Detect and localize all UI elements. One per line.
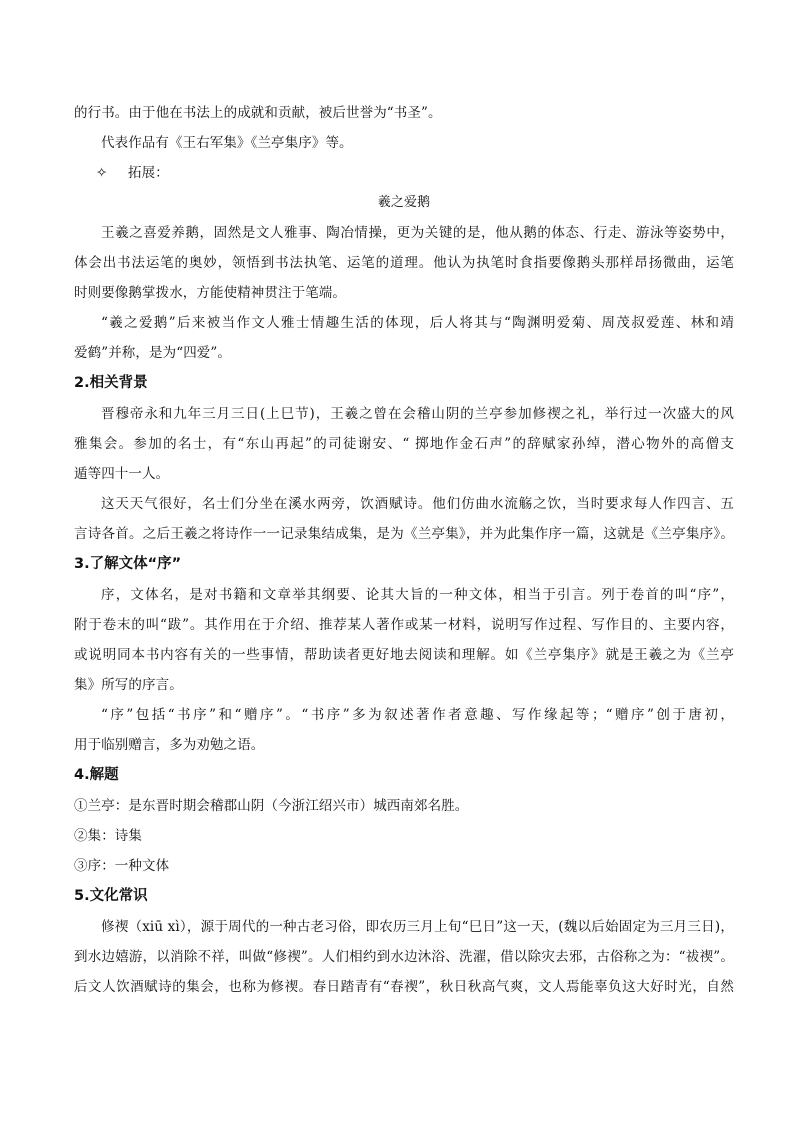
paragraph-line: 用于临别赠言，多为劝勉之语。: [74, 737, 265, 753]
paragraph-line: “序”包括“书序”和“赠序”。“书序”多为叙述著作者意趣、写作缘起等；“赠序”创于唐初，: [101, 707, 734, 723]
genre-paragraph-2: [74, 700, 734, 760]
genre-paragraph-1: [74, 580, 734, 700]
paragraph-line: 王羲之喜爱养鹅，固然是文人雅事、陶冶情操，更为关键的是，他从鹅的体态、行走、游泳等姿势中，: [101, 225, 734, 241]
background-paragraph-1: [74, 399, 734, 489]
culture-paragraph: [74, 912, 734, 1002]
jieti-item-lanting: ①兰亭：是东晋时期会稽郡山阴（今浙江绍兴市）城西南郊名胜。: [74, 798, 469, 814]
paragraph-line: 集》所写的序言。: [74, 677, 183, 693]
expand-label: 拓展：: [128, 165, 169, 181]
paragraph-line: 修禊（xiū xì），源于周代的一种古老习俗，即农历三月上旬“巳日”这一天，(魏以后始固定为三月三日)，: [101, 919, 734, 935]
paragraph-line: 时则要像鹅掌拨水，方能使精神贯注于笔端。: [74, 285, 346, 301]
section-heading-genre: 3.了解文体“序”: [74, 556, 182, 572]
paragraph-line: 这天天气很好，名士们分坐在溪水两旁，饮酒赋诗。他们仿曲水流觞之饮，当时要求每人作四言、五: [101, 496, 734, 512]
paragraph-line: 爱鹤”并称，是为“四爱”。: [74, 345, 232, 361]
paragraph-line: 雅集会。参加的名士，有“东山再起”的司徒谢安、“ 掷地作金石声”的辞赋家孙绰，潜心物外的高僧支: [74, 436, 734, 452]
paragraph-line: 或说明同本书内容有关的一些事情，帮助读者更好地去阅读和理解。如《兰亭集序》就是王羲之为《兰亭: [74, 647, 734, 663]
article-paragraph-2: [74, 308, 734, 368]
section-heading-title-explanation: 4.解题: [74, 767, 119, 783]
paragraph-line: 体会出书法运笔的奥妙，领悟到书法执笔、运笔的道理。他认为执笔时食指要像鹅头那样昂扬微曲，运笔: [74, 255, 734, 271]
sparkle-diamond-icon: ✧: [96, 165, 108, 181]
paragraph-line: 到水边嬉游，以消除不祥，叫做“修禊”。人们相约到水边沐浴、洗濯，借以除灾去邪，古俗称之为：“祓禊”。: [74, 949, 734, 965]
intro-line-2: 代表作品有《王右军集》《兰亭集序》等。: [101, 135, 353, 151]
paragraph-line: 言诗各首。之后王羲之将诗作一一记录集结成集，是为《兰亭集》，并为此集作序一篇，这就是《兰亭集序》。: [74, 526, 734, 542]
section-heading-culture: 5.文化常识: [74, 888, 148, 904]
intro-line-1: 的行书。由于他在书法上的成就和贡献，被后世誉为“书圣”。: [74, 105, 442, 121]
paragraph-line: 遁等四十一人。: [74, 466, 170, 482]
paragraph-line: “羲之爱鹅”后来被当作文人雅士情趣生活的体现，后人将其与“陶渊明爱菊、周茂叔爱莲、林和靖: [101, 315, 734, 331]
paragraph-line: 晋穆帝永和九年三月三日(上巳节)，王羲之曾在会稽山阴的兰亭参加修禊之礼，举行过一次盛大的风: [101, 406, 734, 422]
article-paragraph-1: [74, 218, 734, 308]
paragraph-line: 附于卷末的叫“跋”。其作用在于介绍、推荐某人著作或某一材料，说明写作过程、写作目的、主要内容，: [74, 617, 734, 633]
document-body: [74, 98, 734, 1002]
section-heading-background: 2.相关背景: [74, 375, 148, 391]
jieti-item-ji: ②集：诗集: [74, 828, 142, 844]
paragraph-line: 后文人饮酒赋诗的集会，也称为修禊。春日踏青有“春禊”，秋日秋高气爽，文人焉能辜负这大好时光，自然: [74, 979, 734, 995]
paragraph-line: 序，文体名，是对书籍和文章举其纲要、论其大旨的一种文体，相当于引言。列于卷首的叫“序”，: [101, 587, 734, 603]
expand-row: [74, 158, 734, 188]
article-title: 羲之爱鹅: [377, 195, 431, 210]
background-paragraph-2: [74, 489, 734, 549]
jieti-item-xu: ③序：一种文体: [74, 858, 170, 874]
